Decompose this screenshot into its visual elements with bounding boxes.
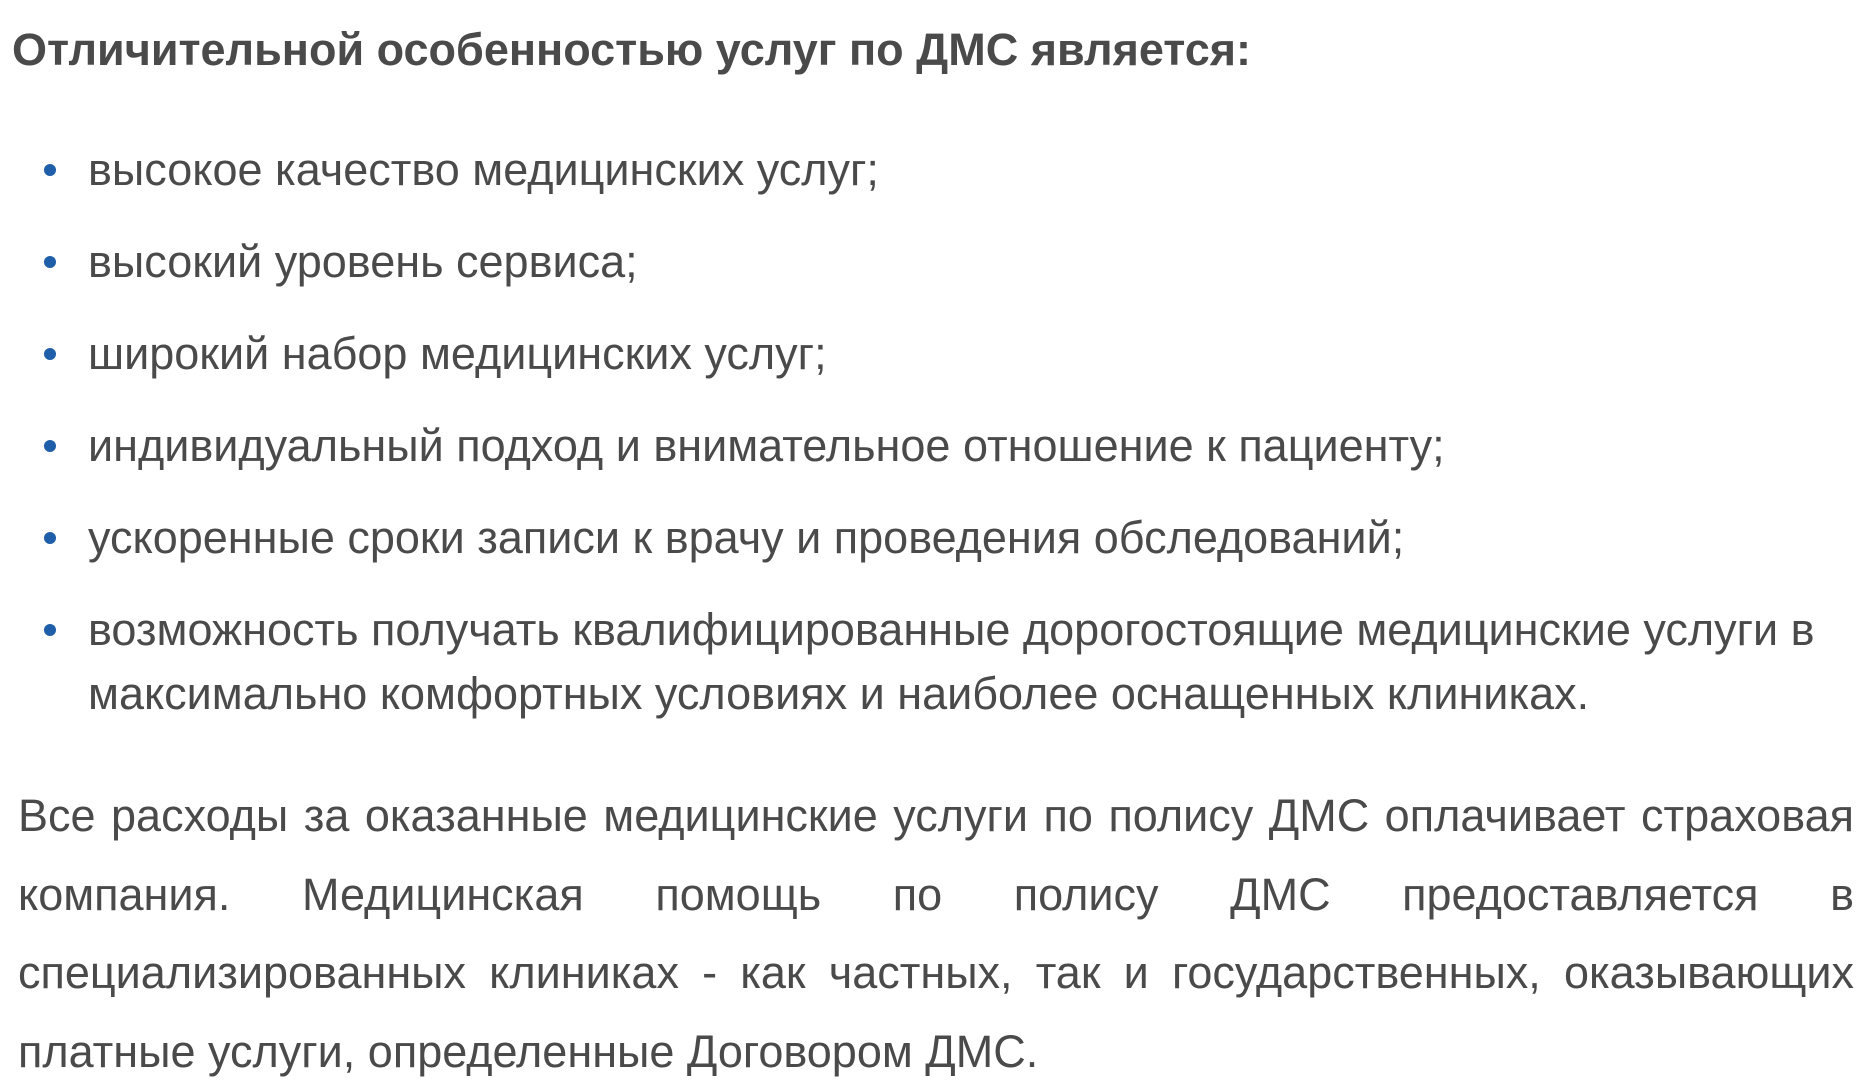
list-item-text: широкий набор медицинских услуг; [88, 328, 827, 379]
list-item-text: ускоренные сроки записи к врачу и проведения обследований; [88, 512, 1405, 563]
bullet-icon [44, 624, 56, 636]
list-item-text: индивидуальный подход и внимательное отношение к пациенту; [88, 420, 1445, 471]
list-item [0, 598, 1864, 726]
bullet-icon [44, 256, 56, 268]
bullet-icon [44, 440, 56, 452]
section-heading: Отличительной особенностью услуг по ДМС является: [12, 24, 1252, 75]
list-item-text: высокое качество медицинских услуг; [88, 144, 879, 195]
list-item [0, 322, 1864, 386]
list-item [0, 230, 1864, 294]
list-item [0, 138, 1864, 202]
list-item [0, 414, 1864, 478]
bullet-icon [44, 164, 56, 176]
bullet-icon [44, 532, 56, 544]
list-item-text: высокий уровень сервиса; [88, 236, 638, 287]
features-list [0, 138, 1864, 726]
bullet-icon [44, 348, 56, 360]
body-paragraph: Все расходы за оказанные медицинские услуги по полису ДМС оплачивает страховая компания. Медицинская помощь по полису ДМС предоставляется в специализированных клиниках - как частных, так и государственных, оказывающих платные услуги, определенные Договором ДМС. [18, 790, 1854, 1077]
list-item-text: возможность получать квалифицированные дорогостоящие медицинские услуги в максимально комфортных условиях и наиболее оснащенных клиниках. [88, 604, 1815, 719]
list-item [0, 506, 1864, 570]
